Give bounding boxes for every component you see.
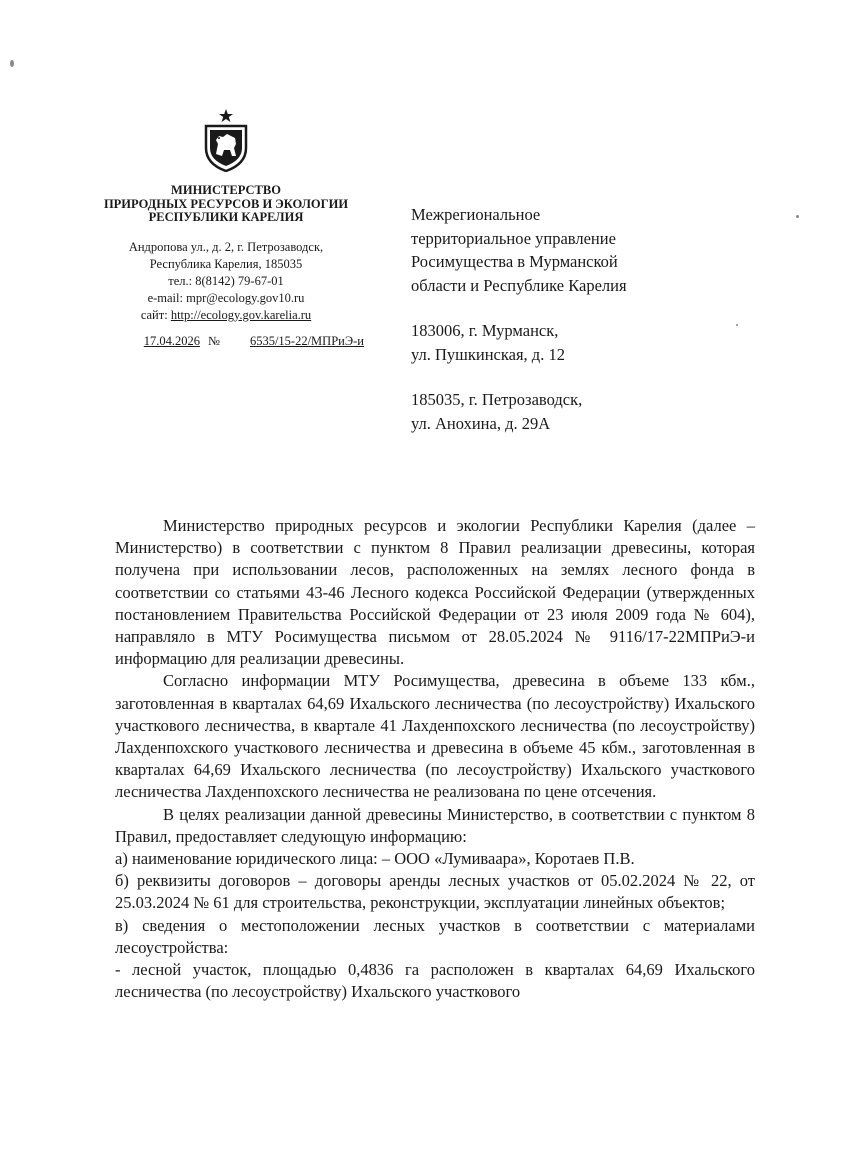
registration-line: [80, 334, 372, 349]
recipient-line: области и Республике Карелия: [411, 275, 627, 295]
sender-contacts: [80, 239, 372, 324]
registration-number-label: №: [208, 333, 220, 348]
recipient-address-line: 183006, г. Мурманск,: [411, 321, 559, 340]
ministry-line: МИНИСТЕРСТВО: [171, 183, 281, 197]
body-list-item: в) сведения о местоположении лесных участков в соответствии с материалами лесоустройства:: [115, 915, 755, 957]
body-paragraph: В целях реализации данной древесины Министерство, в соответствии с пунктом 8 Правил, предоставляет следующую информацию:: [115, 804, 755, 846]
sender-header: [80, 108, 372, 349]
scan-speck: [10, 60, 14, 67]
body-paragraph: Согласно информации МТУ Росимущества, древесина в объеме 133 кбм., заготовленная в кварталах 64,69 Ихальского лесничества (по лесоустройству) Ихальского участкового лесничества, в квартале 41 Лахденпохского лесничества (по лесоустройству) Лахденпохского участкового лесничества и древесина в объеме 45 кбм., заготовленная в кварталах 64,69 Ихальского лесничества (по лесоустройству) Ихальского участкового лесничества Лахденпохского лесничества не реализована по цене отсечения.: [115, 671, 755, 802]
recipient-line: территориальное управление: [411, 228, 616, 248]
recipient-block: [411, 203, 771, 435]
sender-phone: тел.: 8(8142) 79-67-01: [168, 273, 284, 288]
recipient-address-line: 185035, г. Петрозаводск,: [411, 390, 583, 409]
sender-address-line: Республика Карелия, 185035: [149, 256, 303, 271]
recipient-address-line: ул. Пушкинская, д. 12: [411, 344, 565, 364]
scan-speck: [796, 215, 799, 218]
recipient-line: Росимущества в Мурманской: [411, 252, 618, 271]
site-link[interactable]: http://ecology.gov.karelia.ru: [170, 307, 312, 322]
scan-speck: [736, 324, 738, 326]
recipient-address-line: ул. Анохина, д. 29А: [411, 413, 551, 433]
ministry-line: ПРИРОДНЫХ РЕСУРСОВ И ЭКОЛОГИИ: [103, 196, 349, 211]
body-list-item: - лесной участок, площадью 0,4836 га расположен в кварталах 64,69 Ихальского лесничества (по лесоустройству) Ихальского участкового: [115, 960, 755, 1002]
body-list-item: а) наименование юридического лица: – ООО «Лумиваара», Коротаев П.В.: [115, 849, 635, 869]
registration-number: 6535/15-22/МПРиЭ-и: [249, 333, 364, 348]
body-paragraph: Министерство природных ресурсов и экологии Республики Карелия (далее – Министерство) в соответствии с пунктом 8 Правил реализации древесины, которая получена при использовании лесов, расположенных на землях лесного фонда в соответствии со статьями 43-46 Лесного кодекса Российской Федерации (утвержденных постановлением Правительства Российской Федерации от 23 июля 2009 года № 604), направляло в МТУ Росимущества письмом от 28.05.2024 № 9116/17-22МПРиЭ-и информацию для реализации древесины.: [115, 516, 755, 669]
recipient-line: Межрегиональное: [411, 205, 541, 224]
ministry-name: [80, 184, 372, 225]
site-label: сайт:: [140, 307, 171, 322]
sender-address-line: Андропова ул., д. 2, г. Петрозаводск,: [128, 239, 324, 254]
ministry-line: РЕСПУБЛИКИ КАРЕЛИЯ: [148, 210, 304, 224]
karelia-coat-of-arms-icon: [202, 108, 250, 172]
sender-site: [80, 307, 372, 324]
sender-email: e-mail: mpr@ecology.gov10.ru: [147, 290, 305, 305]
registration-date: 17.04.2026: [143, 333, 200, 348]
body-list-item: б) реквизиты договоров – договоры аренды лесных участков от 05.02.2024 № 22, от 25.03.2024 № 61 для строительства, реконструкции, эксплуатации линейных объектов;: [115, 871, 755, 913]
letter-body: [115, 515, 755, 1003]
